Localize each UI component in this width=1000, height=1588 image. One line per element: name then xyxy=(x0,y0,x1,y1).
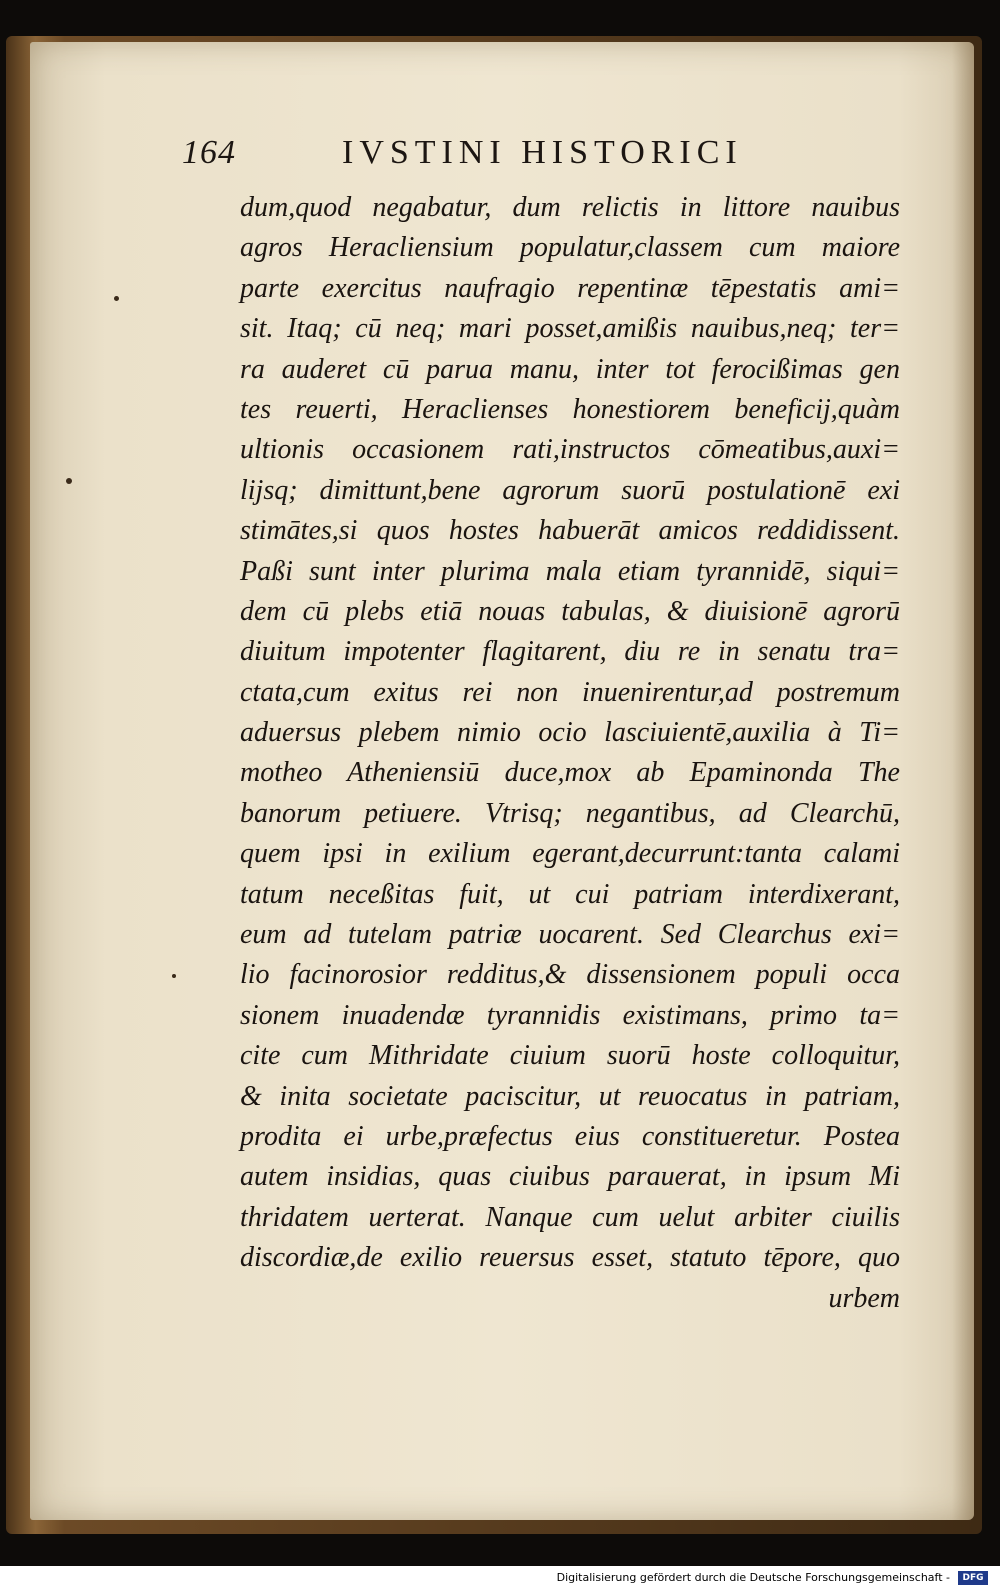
text-line: prodita ei urbe,præfectus eius constitueretur. Postea xyxy=(240,1120,900,1152)
text-line: sit. Itaq; cū neq; mari posset,amißis nauibus,neq; ter= xyxy=(240,313,900,345)
text-line: thridatem uerterat. Nanque cum uelut arbiter ciuilis xyxy=(240,1201,900,1233)
text-line: lio facinorosior redditus,& dissensionem populi occa xyxy=(240,959,900,991)
ink-speck xyxy=(66,478,72,484)
text-line: ra auderet cū parua manu, inter tot ferocißimas gen xyxy=(240,353,900,385)
text-line: motheo Atheniensiū duce,mox ab Epaminonda The xyxy=(240,757,900,789)
text-line: parte exercitus naufragio repentinæ tēpestatis ami= xyxy=(240,272,900,304)
running-head-title: IVSTINI HISTORICI xyxy=(342,134,743,171)
ink-speck xyxy=(172,974,176,978)
text-line: aduersus plebem nimio ocio lasciuientē,auxilia à Ti= xyxy=(240,717,900,749)
footer-credit: Digitalisierung gefördert durch die Deutsche Forschungsgemeinschaft - xyxy=(556,1571,950,1584)
text-line: stimātes,si quos hostes habuerāt amicos reddidissent. xyxy=(240,515,900,547)
footer-bar xyxy=(0,1566,1000,1588)
text-line: quem ipsi in exilium egerant,decurrunt:tanta calami xyxy=(240,838,900,870)
text-line: tes reuerti, Heraclienses honestiorem beneficij,quàm xyxy=(240,393,900,425)
text-line: sionem inuadendæ tyrannidis existimans, primo ta= xyxy=(240,999,900,1031)
dfg-logo-icon: DFG xyxy=(958,1571,988,1585)
ink-speck xyxy=(114,296,119,301)
text-line: cite cum Mithridate ciuium suorū hoste colloquitur, xyxy=(240,1040,900,1072)
text-line: dem cū plebs etiā nouas tabulas, & diuisionē agrorū xyxy=(240,595,900,627)
page-number: 164 xyxy=(182,134,236,171)
text-line: ultionis occasionem rati,instructos cōmeatibus,auxi= xyxy=(240,434,900,466)
body-text xyxy=(240,188,900,1319)
text-line: agros Heracliensium populatur,classem cum maiore xyxy=(240,232,900,264)
text-line: diuitum impotenter flagitarent, diu re in senatu tra= xyxy=(240,636,900,668)
text-line: ctata,cum exitus rei non inuenirentur,ad postremum xyxy=(240,676,900,708)
text-line: banorum petiuere. Vtrisq; negantibus, ad Clearchū, xyxy=(240,797,900,829)
text-line: dum,quod negabatur, dum relictis in littore nauibus xyxy=(240,192,900,223)
running-head xyxy=(182,134,822,184)
text-line: eum ad tutelam patriæ uocarent. Sed Clearchus exi= xyxy=(240,919,900,951)
text-line: tatum neceßitas fuit, ut cui patriam interdixerant, xyxy=(240,878,900,910)
text-line: & inita societate paciscitur, ut reuocatus in patriam, xyxy=(240,1080,900,1112)
text-line: autem insidias, quas ciuibus parauerat, in ipsum Mi xyxy=(240,1161,900,1193)
text-line: discordiæ,de exilio reuersus esset, statuto tēpore, quo xyxy=(240,1242,900,1274)
catchword: urbem xyxy=(828,1282,900,1314)
text-line: lijsq; dimittunt,bene agrorum suorū postulationē exi xyxy=(240,474,900,506)
text-line: Paßi sunt inter plurima mala etiam tyrannidē, siqui= xyxy=(240,555,900,587)
